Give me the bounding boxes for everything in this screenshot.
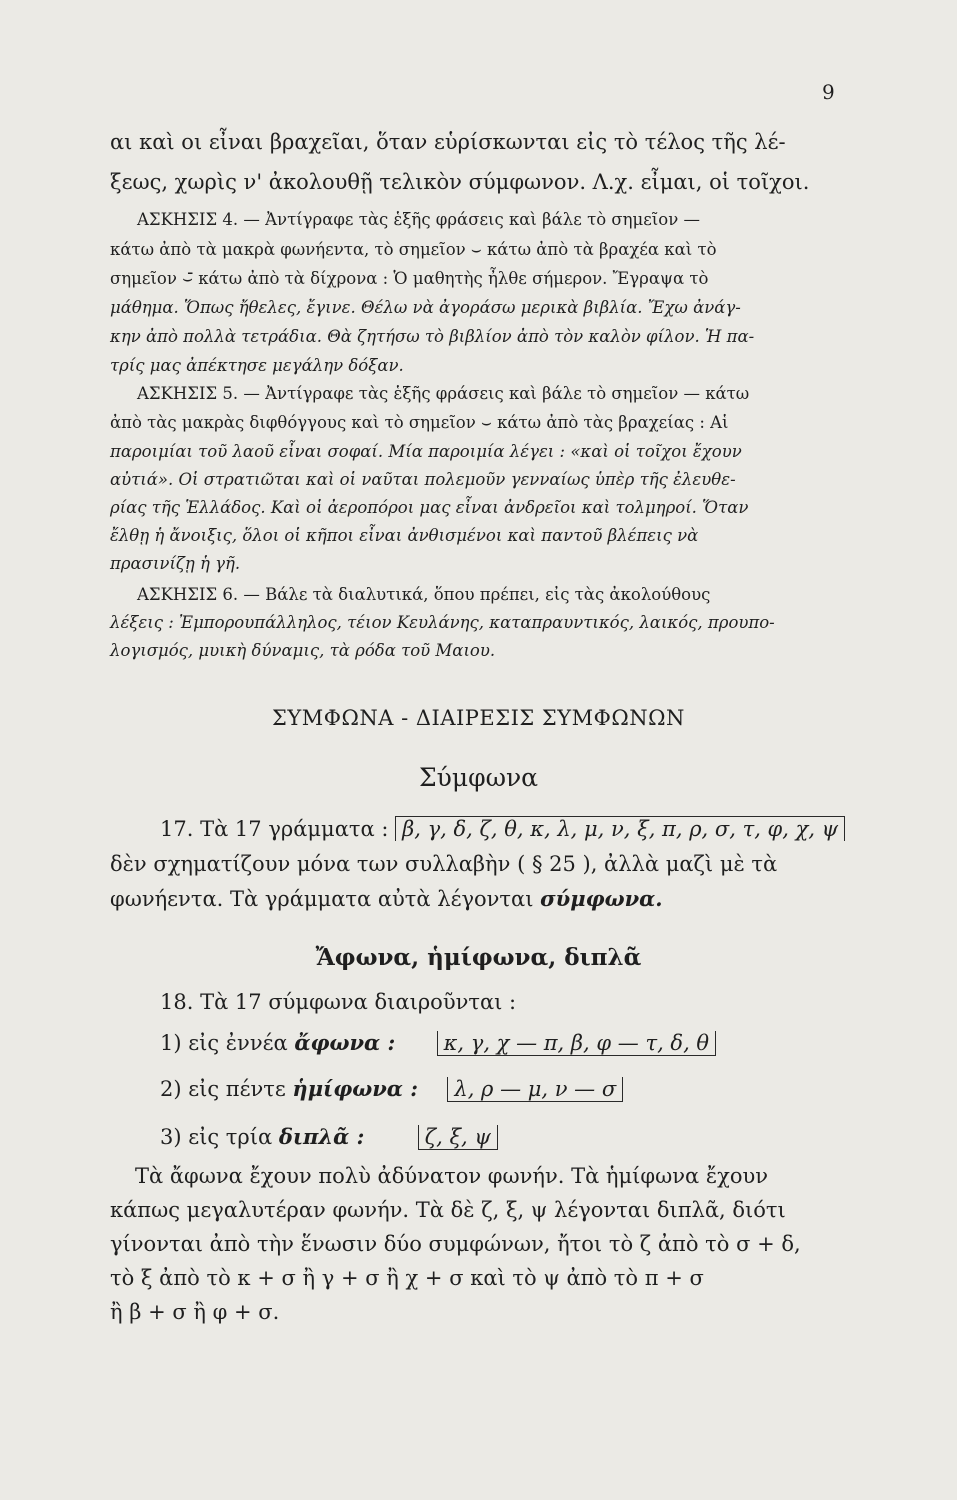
- row-1-pre: 1) εἰς ἐννέα: [160, 1031, 288, 1055]
- para-17-line-2: δὲν σχηματίζουν μόνα των συλλαβὴν ( § 25 ), ἀλλὰ μαζὶ μὲ τὰ: [110, 852, 778, 876]
- row-2-letter-box: λ, ρ — μ, ν — σ: [447, 1077, 623, 1102]
- para-17-term: σύμφωνα.: [540, 886, 663, 911]
- exercise-5-text-1: — Ἀντίγραφε τὰς ἑξῆς φράσεις καὶ βάλε τὸ σημεῖον — κάτω: [243, 384, 750, 403]
- exercise-5-line-2: ἀπὸ τὰς μακρὰς διφθόγγους καὶ τὸ σημεῖον ⌣ κάτω ἀπὸ τὰς βραχείας : Αἱ: [110, 413, 729, 432]
- para-18-row-1: [160, 1030, 716, 1056]
- para-17-line-3-text: φωνήεντα. Τὰ γράμματα αὐτὰ λέγονται: [110, 887, 534, 911]
- exercise-5-line-3: παροιμίαι τοῦ λαοῦ εἶναι σοφαί. Μία παροιμία λέγει : «καὶ οἱ τοῖχοι ἔχουν: [110, 442, 742, 461]
- para-17-letter-box: β, γ, δ, ζ, θ, κ, λ, μ, ν, ξ, π, ρ, σ, τ, φ, χ, ψ: [395, 816, 845, 841]
- para-18-row-3: [160, 1124, 498, 1150]
- intro-line-1: αι καὶ οι εἶναι βραχεῖαι, ὅταν εὑρίσκωνται εἰς τὸ τέλος τῆς λέ-: [110, 130, 786, 154]
- exercise-4-line-6: τρίς μας ἀπέκτησε μεγάλην δόξαν.: [110, 356, 404, 375]
- row-3-letter-box: ζ, ξ, ψ: [418, 1125, 498, 1150]
- intro-line-2: ξεως, χωρὶς ν' ἀκολουθῇ τελικὸν σύμφωνον. Λ.χ. εἶμαι, οἱ τοῖχοι.: [110, 170, 810, 194]
- closing-line-2: κάπως μεγαλυτέραν φωνήν. Τὰ δὲ ζ, ξ, ψ λέγονται διπλᾶ, διότι: [110, 1198, 786, 1222]
- subtitle-afona: Ἄφωνα, ἡμίφωνα, διπλᾶ: [315, 944, 642, 971]
- closing-line-3: γίνονται ἀπὸ τὴν ἕνωσιν δύο συμφώνων, ἤτοι τὸ ζ ἀπὸ τὸ σ + δ,: [110, 1232, 801, 1256]
- subtitle-symfona: Σύμφωνα: [418, 763, 539, 792]
- exercise-4-line-4: μάθημα. Ὅπως ἤθελες, ἔγινε. Θέλω νὰ ἀγοράσω μερικὰ βιβλία. Ἔχω ἀνάγ-: [110, 298, 741, 317]
- closing-line-5: ἢ β + σ ἢ φ + σ.: [110, 1300, 280, 1324]
- closing-line-1: Τὰ ἄφωνα ἔχουν πολὺ ἀδύνατον φωνήν. Τὰ ἡμίφωνα ἔχουν: [135, 1164, 769, 1188]
- para-17-lead: 17. Τὰ 17 γράμματα :: [160, 817, 389, 841]
- para-17-line-3: [110, 886, 663, 911]
- exercise-5-line-1: [137, 384, 749, 403]
- row-3-term: διπλᾶ :: [278, 1124, 365, 1149]
- exercise-5-line-6: ἔλθῃ ἡ ἄνοιξις, ὅλοι οἱ κῆποι εἶναι ἀνθισμένοι καὶ παντοῦ βλέπεις νὰ: [110, 526, 699, 545]
- exercise-5-label: ΑΣΚΗΣΙΣ 5.: [137, 384, 239, 403]
- exercise-4-line-2: κάτω ἀπὸ τὰ μακρὰ φωνήεντα, τὸ σημεῖον ⌣ κάτω ἀπὸ τὰ βραχέα καὶ τὸ: [110, 240, 717, 259]
- exercise-4-line-5: κην ἀπὸ πολλὰ τετράδια. Θὰ ζητήσω τὸ βιβλίον ἀπὸ τὸν καλὸν φίλον. Ἡ πα-: [110, 327, 755, 346]
- exercise-4-line-3: σημεῖον ⌣̄ κάτω ἀπὸ τὰ δίχρονα : Ὁ μαθητὴς ἦλθε σήμερον. Ἔγραψα τὸ: [110, 269, 709, 288]
- page-number: 9: [822, 80, 835, 104]
- exercise-6-line-2: λέξεις : Ἐμπορουπάλληλος, τέιον Κευλάνης, καταπραυντικός, λαικός, προυπο-: [110, 613, 775, 632]
- row-2-term: ἡμίφωνα :: [292, 1076, 419, 1101]
- exercise-6-text-1: — Βάλε τὰ διαλυτικά, ὅπου πρέπει, εἰς τὰς ἀκολούθους: [243, 585, 711, 604]
- exercise-4-text-1: — Ἀντίγραφε τὰς ἑξῆς φράσεις καὶ βάλε τὸ σημεῖον —: [243, 210, 700, 229]
- exercise-4-label: ΑΣΚΗΣΙΣ 4.: [137, 210, 239, 229]
- exercise-6-line-1: [137, 585, 710, 604]
- para-18-lead: 18. Τὰ 17 σύμφωνα διαιροῦνται :: [160, 990, 517, 1014]
- exercise-6-line-3: λογισμός, μυικὴ δύναμις, τὰ ρόδα τοῦ Μαιου.: [110, 641, 496, 660]
- exercise-5-line-4: αὐτιά». Οἱ στρατιῶται καὶ οἱ ναῦται πολεμοῦν γενναίως ὑπὲρ τῆς ἐλευθε-: [110, 470, 736, 489]
- exercise-5-line-7: πρασινίζῃ ἡ γῆ.: [110, 554, 241, 573]
- row-3-pre: 3) εἰς τρία: [160, 1125, 273, 1149]
- row-2-pre: 2) εἰς πέντε: [160, 1077, 286, 1101]
- closing-line-4: τὸ ξ ἀπὸ τὸ κ + σ ἢ γ + σ ἢ χ + σ καὶ τὸ ψ ἀπὸ τὸ π + σ: [110, 1266, 704, 1290]
- exercise-6-label: ΑΣΚΗΣΙΣ 6.: [137, 585, 239, 604]
- para-18-row-2: [160, 1076, 623, 1102]
- exercise-4-line-1: [137, 210, 700, 229]
- section-title: ΣΥΜΦΩΝΑ - ΔΙΑΙΡΕΣΙΣ ΣΥΜΦΩΝΩΝ: [272, 706, 685, 730]
- exercise-5-line-5: ρίας τῆς Ἑλλάδος. Καὶ οἱ ἀεροπόροι μας εἶναι ἀνδρεῖοι καὶ τολμηροί. Ὅταν: [110, 498, 749, 517]
- row-1-letter-box: κ, γ, χ — π, β, φ — τ, δ, θ: [437, 1031, 716, 1056]
- row-1-term: ἄφωνα :: [294, 1030, 396, 1055]
- para-17-line-1: [160, 816, 845, 841]
